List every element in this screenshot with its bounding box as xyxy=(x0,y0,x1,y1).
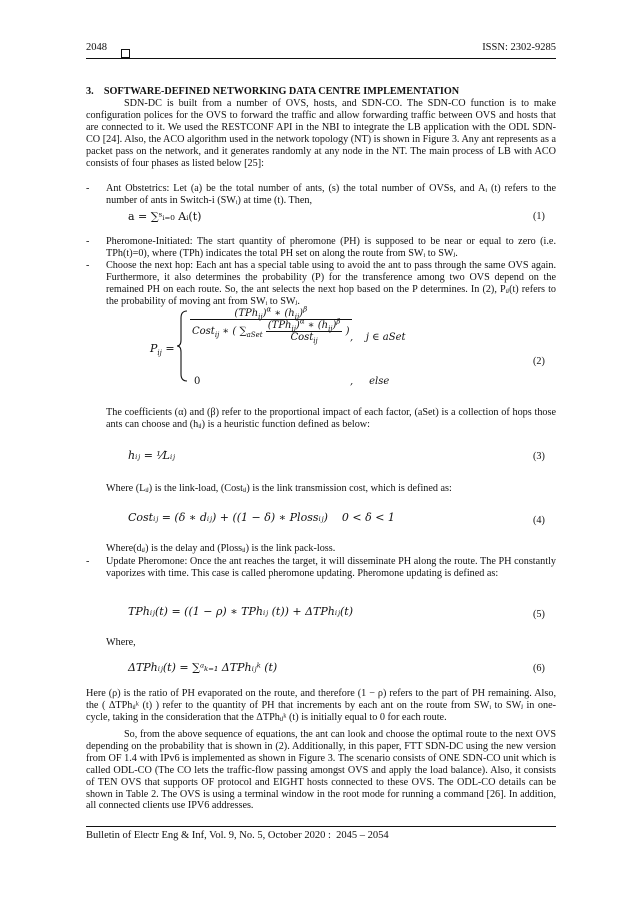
ant-obstetrics-text: Ant Obstetrics: Let (a) be the total number of ants, (s) the total number of OVSs, and Aᵢ (t) refers to the number of ants in Switch-i (SWᵢ) at time (t). Then, xyxy=(106,183,556,206)
bullet-dash: - xyxy=(86,556,90,567)
intro-paragraph: SDN-DC is built from a number of OVS, hosts, and SDN-CO. The SDN-CO function is to make configuration polices for the OVS to forward the traffic and allow forwarding traffic between OVS and hosts that are connected to it. We used the RESTCONF API in the NBI to integrate the LB application with the ODL SDN-CO [24]. Also, the ACO algorithm used in the network topology (NT) is shown in Figure 3. Any ant represents as a packet pass on the network, and it generates randomly at any node in the NT. The main process of LB with ACO consists of four phases as listed below [25]: xyxy=(86,98,556,169)
page-number: 2048 xyxy=(86,42,107,53)
equation-6-number: (6) xyxy=(533,663,545,674)
eq2-case1-condition: , j ∈ aSet xyxy=(350,332,406,343)
footer-rule xyxy=(86,826,556,827)
where-delay: Where(dᵢⱼ) is the delay and (Plossᵢⱼ) is the link pack-loss. xyxy=(106,543,336,554)
footer-citation: Bulletin of Electr Eng & Inf, Vol. 9, No. 5, October 2020 : 2045 – 2054 xyxy=(86,830,389,841)
eq2-case2-value: 0 xyxy=(194,376,201,387)
where-label: Where, xyxy=(106,637,136,648)
equation-1-number: (1) xyxy=(533,211,545,222)
eq2-lhs: $P_{ij}$ = xyxy=(150,342,175,358)
equation-5-number: (5) xyxy=(533,609,545,620)
equation-1: a = ∑ˢᵢ₌₀ Aᵢ(t) xyxy=(128,210,202,223)
equation-4: Costᵢⱼ = (δ ∗ dᵢⱼ) + ((1 − δ) ∗ Plossᵢⱼ) 0 < δ < 1 xyxy=(128,511,395,524)
equation-2-number: (2) xyxy=(533,356,545,367)
next-hop-text: Choose the next hop: Each ant has a special table using to avoid the ant to pass through the same OVS again. Furthermore, it also determines the probability (P) for the transference among two OVS depend on the remained PH on each route. So, the ant selects the next hop based on the P determines. In (2), Pᵢⱼ(t) refers to the probability of moving ant from SWᵢ to SWⱼ. xyxy=(106,260,556,307)
left-brace-icon xyxy=(177,310,189,382)
update-pheromone-text: Update Pheromone: Once the ant reaches the target, it will disseminate PH along the route. The PH constantly vaporizes with time. This case is called pheromone updating. Pheromone updating is defined as: xyxy=(106,556,556,579)
pheromone-initiated-text: Pheromone-Initiated: The start quantity of pheromone (PH) is supposed to be near or equal to zero (i.e. TPh(t)=0), where (TPh) indicates the total PH set on along the route from SWᵢ to SWⱼ. xyxy=(106,236,556,259)
where-link-load: Where (Lᵢⱼ) is the link-load, (Costᵢⱼ) is the link transmission cost, which is defined as: xyxy=(106,483,452,494)
equation-6: ΔTPhᵢⱼ(t) = ∑ᵃₖ₌₁ ΔTPhᵢⱼᵏ (t) xyxy=(128,661,278,674)
equation-4-number: (4) xyxy=(533,515,545,526)
equation-3-number: (3) xyxy=(533,451,545,462)
final-paragraph: So, from the above sequence of equations, the ant can look and choose the optimal route to the next OVS depending on the probability that is shown in (2). Additionally, in this paper, FTT SDN-DC using the new version from OF 1.4 with IPv6 is implemented as shown in Figure 3. The scenario consists of ONE SDN-CO unit which is called ODL-CO (The CO lets the traffic-flow passing amongst OVS and apply the load balance). Also, it consists of TEN OVS that supports OF protocol and EIGHT hosts connected to these OVS. The ODL-CO details can be shown in Table 2. The OVS is using a terminal window in the root mode for running a command [26]. In addition, all connected clients use IPV6 addresses. xyxy=(86,729,556,812)
issn: ISSN: 2302-9285 xyxy=(482,42,556,53)
header-rule xyxy=(86,58,556,59)
eq2-case1: $(TPh_{ij})^\alpha$ ∗ $(h_{ij})^\beta$ Cost$_{ij}$ ∗ ( $\sum_{aSet}$ $\frac{(TPh_{ij})^\alpha ∗ (h_{ij})^\beta}{Cost_{ij}}$ ) xyxy=(192,305,350,345)
rho-paragraph: Here (ρ) is the ratio of PH evaporated on the route, and therefore (1 − ρ) refers to the part of PH remaining. Also, the ( ΔTPhᵢⱼᵏ (t) ) refer to the quantity of PH that increments by each ant on the route from SWᵢ to SWⱼ in one-cycle, taking in the consideration that the ΔTPhᵢⱼᵏ (t) is initially equal to 0 for each route. xyxy=(86,688,556,723)
square-icon xyxy=(121,44,130,62)
bullet-dash: - xyxy=(86,183,90,194)
eq2-case2-condition: , else xyxy=(350,376,390,387)
equation-3: hᵢⱼ = ¹⁄Lᵢⱼ xyxy=(128,449,176,462)
bullet-dash: - xyxy=(86,260,90,271)
bullet-dash: - xyxy=(86,236,90,247)
equation-5: TPhᵢⱼ(t) = ((1 − ρ) ∗ TPhᵢⱼ (t)) + ΔTPhᵢⱼ(t) xyxy=(128,605,354,618)
section-title: 3. SOFTWARE-DEFINED NETWORKING DATA CENTRE IMPLEMENTATION xyxy=(86,86,460,97)
coefficients-paragraph: The coefficients (α) and (β) refer to the proportional impact of each factor, (aSet) is a collection of hops those ants can choose and (hᵢⱼ) is a heuristic function defined as below: xyxy=(106,407,556,430)
equation-2 xyxy=(150,306,470,386)
